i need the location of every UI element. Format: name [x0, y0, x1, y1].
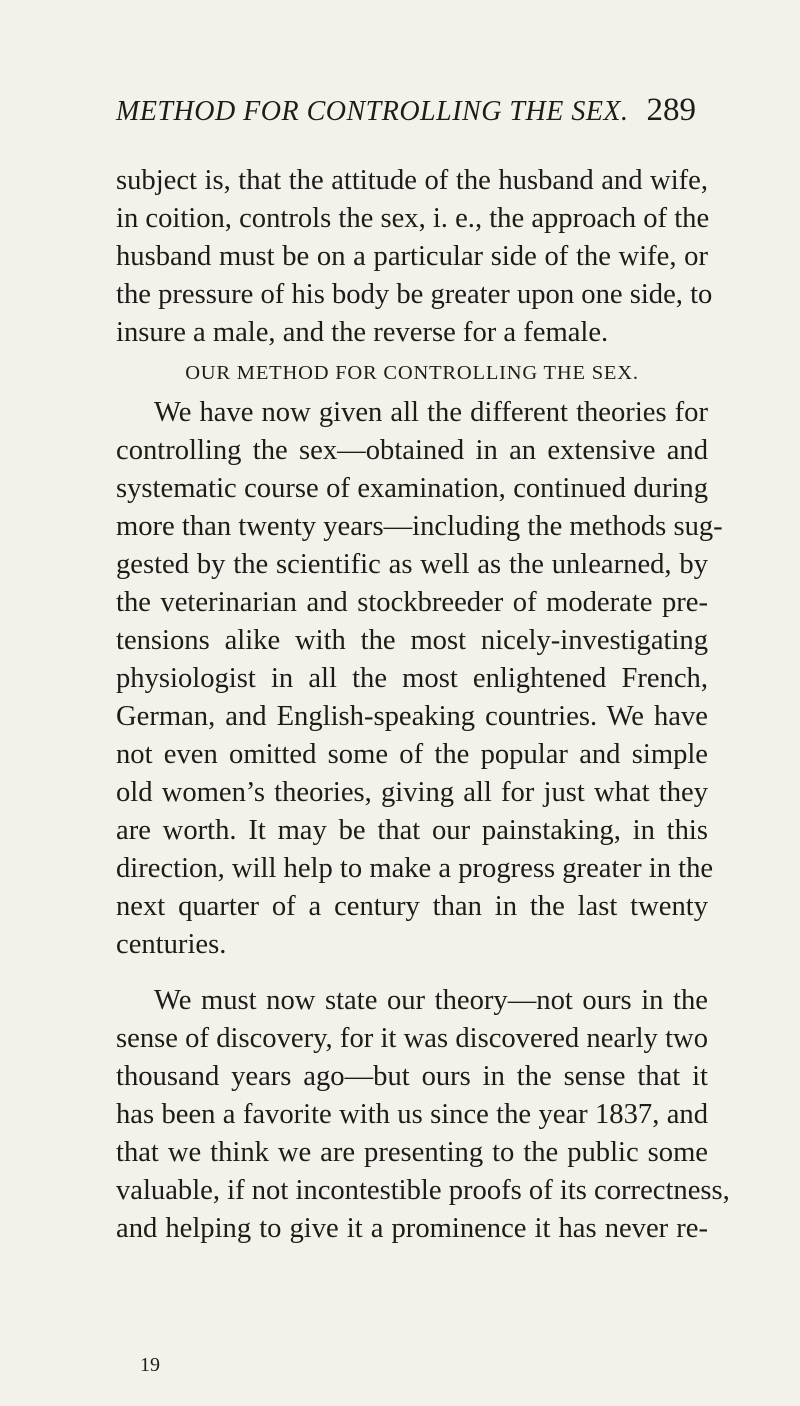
signature-mark: 19: [140, 1354, 160, 1376]
text-line: are worth. It may be that our painstaking, in this: [116, 815, 708, 846]
running-title: METHOD FOR CONTROLLING THE SEX.: [116, 96, 629, 127]
paragraph-1: [116, 162, 713, 352]
text-line: not even omitted some of the popular and simple: [116, 739, 708, 770]
text-line: controlling the sex—obtained in an extensive and: [116, 435, 708, 466]
text-line: direction, will help to make a progress greater in the: [116, 853, 714, 884]
text-line: that we think we are presenting to the public some: [116, 1137, 708, 1168]
text-line: has been a favorite with us since the year 1837, and: [116, 1099, 708, 1130]
text-line: centuries.: [116, 929, 227, 960]
text-line: We have now given all the different theories for: [154, 397, 708, 428]
text-line: sense of discovery, for it was discovered nearly two: [116, 1023, 708, 1054]
text-line: old women’s theories, giving all for just what they: [116, 777, 708, 808]
text-line: We must now state our theory—not ours in the: [154, 985, 708, 1016]
text-line: in coition, controls the sex, i. e., the approach of the: [116, 203, 710, 234]
text-line: the pressure of his body be greater upon one side, to: [116, 279, 713, 310]
text-line: systematic course of examination, continued during: [116, 473, 708, 504]
text-line: gested by the scientific as well as the unlearned, by: [116, 549, 708, 580]
text-line: the veterinarian and stockbreeder of moderate pre-: [116, 587, 708, 618]
paragraph-2: [116, 394, 723, 964]
text-line: tensions alike with the most nicely-investigating: [116, 625, 708, 656]
text-line: insure a male, and the reverse for a female.: [116, 317, 609, 348]
running-head: [116, 92, 696, 132]
page-number: 289: [646, 92, 696, 128]
text-line: physiologist in all the most enlightened French,: [116, 663, 708, 694]
text-line: and helping to give it a prominence it has never re-: [116, 1213, 708, 1244]
text-line: subject is, that the attitude of the husband and wife,: [116, 165, 708, 196]
text-line: thousand years ago—but ours in the sense that it: [116, 1061, 708, 1092]
section-heading: OUR METHOD FOR CONTROLLING THE SEX.: [185, 362, 639, 384]
paragraph-3: [116, 982, 730, 1248]
text-line: more than twenty years—including the methods sug-: [116, 511, 723, 542]
text-line: valuable, if not incontestible proofs of its correctness,: [116, 1175, 730, 1206]
text-line: husband must be on a particular side of the wife, or: [116, 241, 708, 272]
text-line: next quarter of a century than in the last twenty: [116, 891, 708, 922]
text-line: German, and English-speaking countries. We have: [116, 701, 708, 732]
